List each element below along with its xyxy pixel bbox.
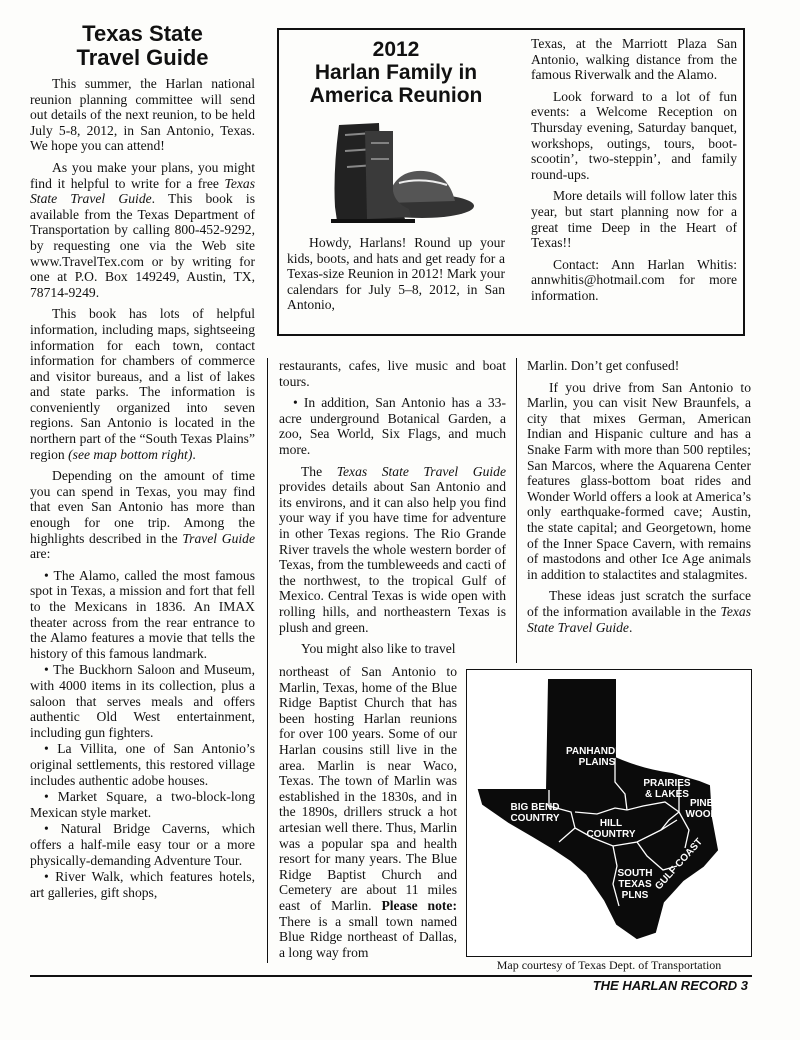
cowboy-boot-and-hat-illustration (287, 111, 505, 231)
list-item: • La Villita, one of San Antonio’s original settlements, this restored village includes authentic adobe houses. (30, 741, 255, 788)
reunion-intro (287, 235, 505, 313)
paragraph: You might also like to travel (301, 641, 456, 657)
right-column (527, 358, 751, 666)
list-item: • The Buckhorn Saloon and Museum, with 4000 items in its collection, plus a saloon that serves meals and offers authentic Old West entertainment, including gun fighters. (30, 662, 255, 740)
middle-column-bottom (279, 664, 457, 969)
left-article-body (30, 76, 255, 976)
map-label-panhandle: PANHANDLE PLAINS (565, 746, 629, 768)
map-caption: Map courtesy of Texas Dept. of Transportation (496, 958, 722, 972)
map-label-gulf-coast: GULF COAST (653, 836, 705, 893)
column-divider (267, 358, 268, 963)
paragraph: Howdy, Harlans! Round up your kids, boots, and hats and get ready for a Texas-size Reunion in 2012! Mark your calendars for July 5–8, 2012, in San Antonio, (287, 235, 505, 313)
paragraph: These ideas just scratch the surface of the information available in the Texas State Travel Guide. (527, 588, 751, 635)
texas-regions-map (466, 669, 752, 957)
reunion-box (277, 28, 745, 336)
paragraph: restaurants, cafes, live music and boat tours. (279, 358, 506, 389)
paragraph: Look forward to a lot of fun events: a Welcome Reception on Thursday evening, Saturday banquet, workshops, outings, tours, boot-scootin’, two-steppin’, and family round-ups. (531, 88, 737, 182)
paragraph: This summer, the Harlan national reunion planning committee will send out details of the next reunion, to be held July 5-8, 2012, in San Antonio, Texas. We hope you can attend! (30, 76, 255, 154)
list-item: • Market Square, a two-block-long Mexican style market. (30, 789, 255, 820)
paragraph: This book has lots of helpful information, including maps, sightseeing information for each town, contact information for chambers of commerce and visitor bureaus, and a list of lakes and state parks. The information is conveniently organized into seven regions. San Antonio is located in the northern part of the “South Texas Plains” region (see map bottom right). (30, 306, 255, 462)
paragraph: As you make your plans, you might find it helpful to write for a free Texas State Travel Guide. This book is available from the Texas Department of Transportation by calling 800-452-9292, by requesting one via the Web site www.TravelTex.com or by writing for one at P.O. Box 149249, Austin, TX, 78714-9249. (30, 159, 255, 300)
texas-map-graphic (467, 670, 751, 956)
middle-column-top (279, 358, 506, 664)
reunion-box-left (287, 38, 505, 313)
article-title-line2: Travel Guide (76, 45, 209, 70)
contact-info: Contact: Ann Harlan Whitis: annwhitis@hotmail.com for more information. (531, 256, 737, 303)
paragraph: The Texas State Travel Guide provides details about San Antonio and its environs, and it can also help you find your way if you have time for adventure in other Texas regions. The Rio Grande River travels the whole western border of Texas, from the tumbleweeds and cacti of the northwest, to the tropical Gulf of Mexico. Central Texas is wide open with rolling hills, and northeastern Texas is plush and green. (279, 463, 506, 635)
footer-publication-name: THE HARLAN RECORD 3 (592, 978, 748, 993)
map-label-piney-woods: PINEY WOODS (685, 798, 725, 820)
column-divider (516, 358, 517, 663)
list-item: • River Walk, which features hotels, art galleries, gift shops, (30, 869, 255, 900)
map-label-south-texas: SOUTH TEXAS PLNS (617, 868, 653, 901)
footer-rule (30, 975, 752, 977)
article-title (30, 22, 255, 70)
paragraph: More details will follow later this year, but start planning now for a great time Deep in the Heart of Texas!! (531, 188, 737, 251)
paragraph: If you drive from San Antonio to Marlin, you can visit New Braunfels, a city that mixes German, American Indian and Hispanic culture and has a Snake Farm with more than 500 reptiles; San Marcos, where the Aquarena Center features glass-bottom boat rides and Wonder World offers a look at America’s only earthquake-formed cave; Austin, the state capital; and Georgetown, home of the Inner Space Cavern, with remains of mastodons and other Ice Age animals in addition to stalactites and stalagmites. (527, 379, 751, 582)
paragraph: Depending on the amount of time you can spend in Texas, you may find that even San Antonio has more than enough for one trip. Among the highlights described in the Travel Guide are: (30, 468, 255, 562)
list-item: • In addition, San Antonio has a 33-acre underground Botanical Garden, a zoo, Sea World, Six Flags, and much more. (279, 395, 506, 457)
paragraph: Texas, at the Marriott Plaza San Antonio, walking distance from the famous Riverwalk and the Alamo. (531, 36, 737, 83)
list-item: • The Alamo, called the most famous spot in Texas, a mission and fort that fell to the Mexicans in 1836. An IMAX theater across from the rear entrance to the Alamo features a movie that tells the history of this famous landmark. (30, 567, 255, 661)
paragraph: Marlin. Don’t get confused! (527, 358, 680, 373)
list-item: • Natural Bridge Caverns, which offers a half-mile easy tour or a more physically-demanding Adventure Tour. (30, 821, 255, 868)
article-title-line1: Texas State (82, 21, 203, 46)
paragraph: northeast of San Antonio to Marlin, Texas, home of the Blue Ridge Baptist Church that has been hosting Harlan reunions for over 100 years. Some of our Harlan cousins still live in the area. Marlin is near Waco, Texas. The town of Marlin was established in the 1830s, and in the 1890s, drillers struck a hot artesian well there. Thus, Marlin was a popular spa and health resort for many years. The Blue Ridge Baptist Church and Cemetery are about 11 miles east of Marlin. Please note: There is a small town named Blue Ridge northeast of Dallas, a long way from (279, 664, 457, 960)
map-label-hill-country: HILL COUNTRY (586, 818, 636, 840)
map-label-big-bend: BIG BEND COUNTRY (510, 802, 560, 824)
left-column (30, 22, 255, 976)
map-label-prairies: PRAIRIES & LAKES (643, 778, 691, 800)
reunion-box-right (531, 36, 737, 332)
reunion-title: 2012 Harlan Family in America Reunion (309, 38, 483, 107)
